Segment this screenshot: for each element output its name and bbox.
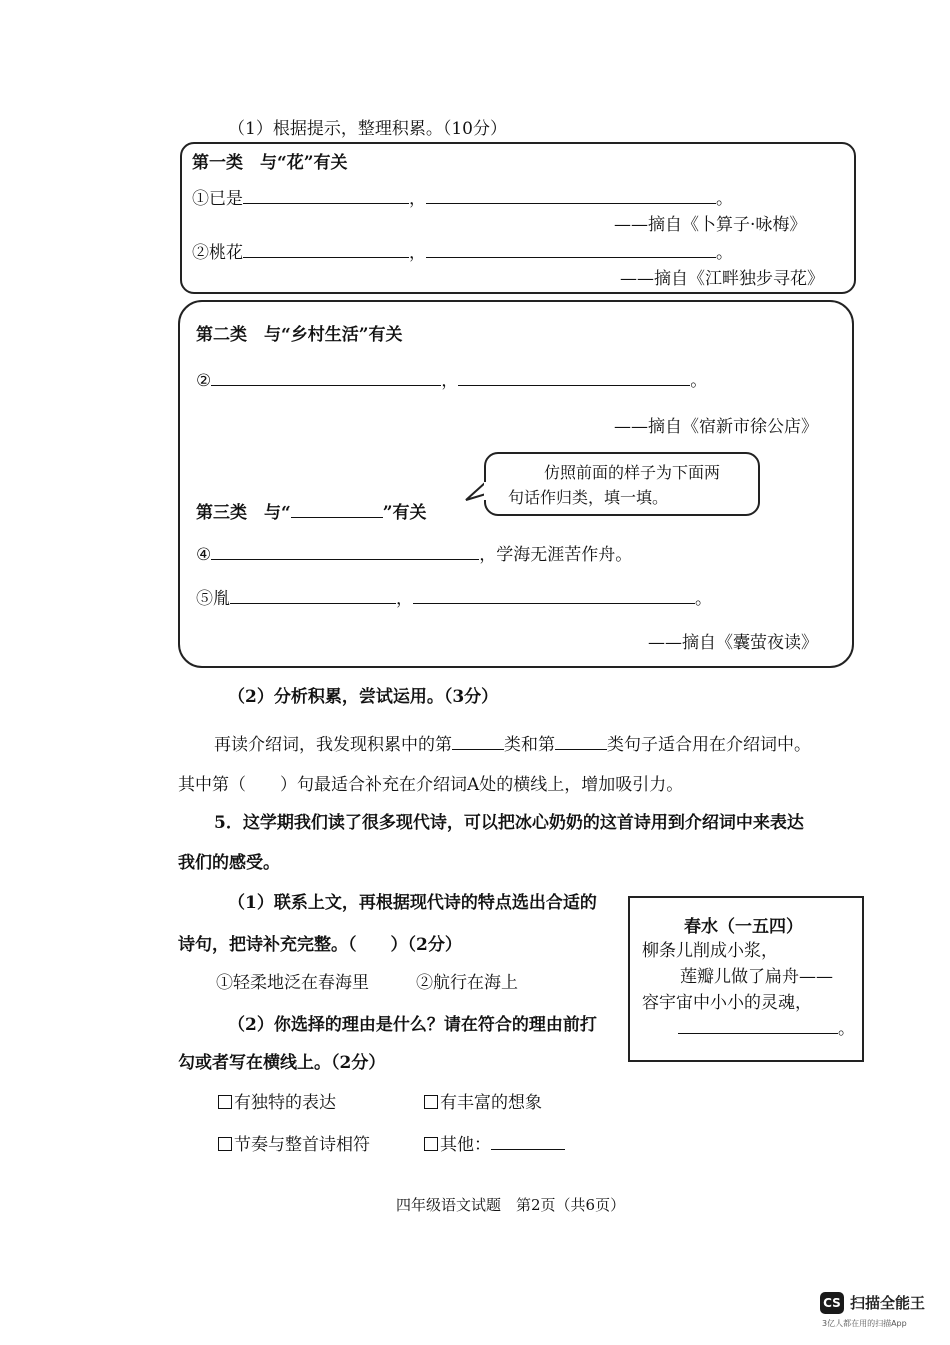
checkbox[interactable] [218, 1095, 232, 1109]
part2-paragraph-2: 其中第（ ）句最适合补充在介绍词A处的横线上，增加吸引力。 [178, 775, 684, 795]
period: 。 [838, 1019, 855, 1039]
period: 。 [695, 589, 712, 609]
line4-tail: ，学海无涯苦作舟。 [479, 545, 633, 565]
line4-lead: ④ [196, 545, 212, 565]
part1-heading: （1）根据提示，整理积累。（10分） [228, 119, 507, 139]
reason-label: 其他： [440, 1135, 491, 1155]
blank-line-5 [196, 584, 712, 609]
scanner-logo-icon: CS [820, 1292, 844, 1314]
q5-option-2: ②航行在海上 [416, 973, 518, 993]
answer-blank[interactable] [452, 748, 504, 750]
category-two-title: 第二类 与“乡村生活”有关 [196, 325, 403, 345]
bubble-line-1: 仿照前面的样子为下面两 [544, 463, 721, 482]
blank-line-3 [196, 366, 707, 391]
q5-sub1-line-2: 诗句，把诗补充完整。（ ）（2分） [178, 935, 462, 955]
answer-blank[interactable] [211, 558, 479, 560]
q5-line-2: 我们的感受。 [178, 853, 280, 873]
answer-blank[interactable] [230, 602, 396, 604]
q5-sub1-line-1: （1）联系上文，再根据现代诗的特点选出合适的 [228, 893, 597, 913]
blank-line-1 [192, 184, 733, 209]
category-one-title: 第一类 与“花”有关 [192, 153, 348, 173]
checkbox[interactable] [424, 1095, 438, 1109]
reason-label: 有丰富的想象 [440, 1093, 542, 1113]
q5-option-1: ①轻柔地泛在春海里 [216, 973, 369, 993]
p1-end: 类句子适合用在介绍词中。 [607, 735, 811, 755]
category-three-title [196, 498, 427, 523]
page-footer: 四年级语文试题 第2页（共6页） [396, 1196, 626, 1214]
q5-sub2-line-2: 勾或者写在横线上。（2分） [178, 1053, 386, 1073]
reason-option [424, 1130, 565, 1155]
answer-blank[interactable] [678, 1032, 838, 1034]
comma: ， [409, 189, 426, 209]
answer-blank[interactable] [211, 384, 441, 386]
p1-start: 再读介绍词，我发现积累中的第 [214, 735, 452, 755]
q5-sub2-line-1: （2）你选择的理由是什么？请在符合的理由前打 [228, 1015, 597, 1035]
part2-paragraph-1 [214, 730, 811, 755]
line2-lead: ②桃花 [192, 243, 243, 263]
p1-middle: 类和第 [504, 735, 555, 755]
source-citation-2: ——摘自《江畔独步寻花》 [620, 269, 824, 289]
source-citation-1: ——摘自《卜算子·咏梅》 [614, 215, 807, 235]
reason-label: 有独特的表达 [234, 1093, 336, 1113]
poem-line-1: 柳条儿削成小浆， [642, 941, 778, 961]
reason-option [218, 1088, 336, 1113]
source-citation-5: ——摘自《囊萤夜读》 [648, 633, 818, 653]
answer-blank[interactable] [243, 202, 409, 204]
blank-line-4 [196, 540, 632, 565]
category-three-title-end: ”有关 [382, 503, 427, 523]
period: 。 [690, 371, 708, 391]
reason-label: 节奏与整首诗相符 [234, 1135, 370, 1155]
poem-line-2: 莲瓣儿做了扁舟—— [680, 967, 833, 987]
source-citation-3: ——摘自《宿新市徐公店》 [614, 417, 818, 437]
poem-line-3: 容宇宙中小小的灵魂， [642, 993, 812, 1013]
line5-lead: ⑤胤 [196, 589, 230, 609]
period: 。 [716, 189, 733, 209]
scanner-app-name: 扫描全能王 [850, 1294, 926, 1312]
category-blank[interactable] [291, 516, 383, 518]
period: 。 [716, 243, 733, 263]
line1-lead: ①已是 [192, 189, 243, 209]
scanner-tagline: 3亿人都在用的扫描App [822, 1319, 907, 1328]
blank-line-2 [192, 238, 733, 263]
poem-title: 春水（一五四） [684, 917, 803, 937]
answer-blank[interactable] [555, 748, 607, 750]
reason-option [218, 1130, 370, 1155]
answer-blank[interactable] [413, 602, 695, 604]
answer-blank[interactable] [426, 202, 716, 204]
reason-option [424, 1088, 542, 1113]
checkbox[interactable] [218, 1137, 232, 1151]
comma: ， [441, 371, 459, 391]
poem-line-4 [678, 1014, 855, 1039]
comma: ， [409, 243, 426, 263]
answer-blank[interactable] [243, 256, 409, 258]
answer-blank[interactable] [426, 256, 716, 258]
answer-blank[interactable] [491, 1148, 565, 1150]
bubble-tail-mask [484, 482, 490, 500]
line3-lead: ② [196, 371, 212, 391]
comma: ， [396, 589, 413, 609]
bubble-line-2: 句话作归类，填一填。 [508, 488, 669, 507]
answer-blank[interactable] [458, 384, 690, 386]
instruction-bubble [484, 452, 760, 516]
category-three-title-start: 第三类 与“ [196, 503, 291, 523]
checkbox[interactable] [424, 1137, 438, 1151]
q5-line-1: 5．这学期我们读了很多现代诗，可以把冰心奶奶的这首诗用到介绍词中来表达 [214, 813, 804, 833]
part2-heading: （2）分析积累，尝试运用。（3分） [228, 687, 499, 707]
